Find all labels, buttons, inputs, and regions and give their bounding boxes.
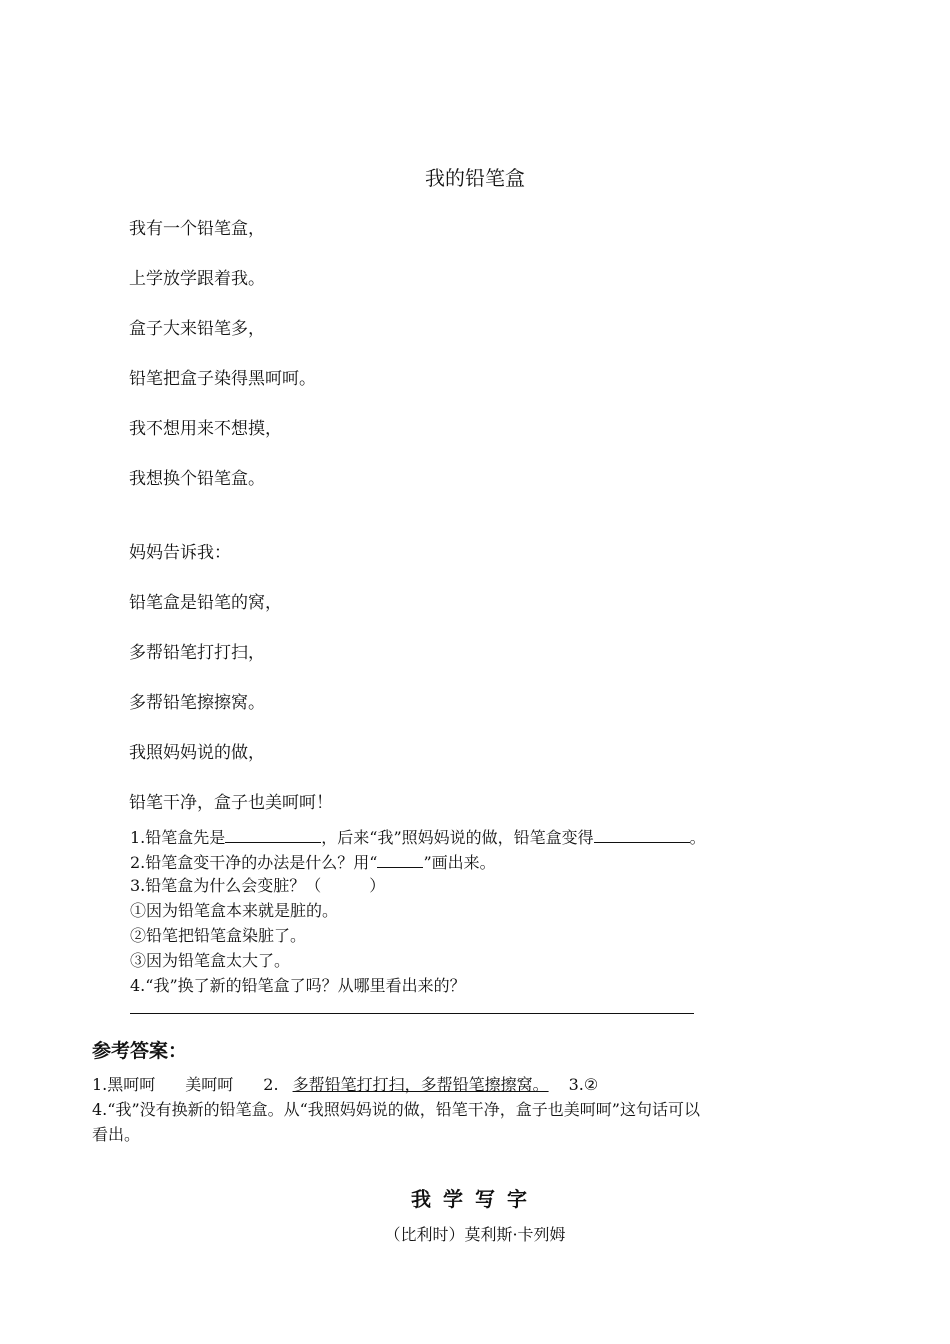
underline-sample <box>377 851 423 868</box>
answer-2-label: 2. <box>263 1075 279 1094</box>
question-2 <box>130 851 496 873</box>
question-1-part-a: 1.铅笔盒先是 <box>130 828 226 847</box>
poem-line: 多帮铅笔擦擦窝。 <box>129 693 265 713</box>
question-1-part-b: ，后来“我”照妈妈说的做，铅笔盒变得 <box>321 828 594 847</box>
answer-1: 1.黑呵呵 <box>92 1075 156 1094</box>
question-3: 3.铅笔盒为什么会变脏？（ ） <box>130 876 386 895</box>
reference-answers-heading: 参考答案： <box>92 1040 188 1062</box>
poem-line: 我照妈妈说的做， <box>129 743 265 763</box>
next-section-title: 我学写字 <box>411 1187 539 1211</box>
answer-2-text: 多帮铅笔打打扫，多帮铅笔擦擦窝。 <box>292 1075 549 1094</box>
answer-3: 3.② <box>568 1075 599 1094</box>
answer-4-line-2: 看出。 <box>92 1125 141 1144</box>
question-3-option-2: ②铅笔把铅笔盒染脏了。 <box>130 926 307 945</box>
poem-line: 妈妈告诉我： <box>129 543 231 563</box>
poem-line: 铅笔把盒子染得黑呵呵。 <box>129 369 316 389</box>
question-1-part-c: 。 <box>689 828 706 847</box>
question-3-option-3: ③因为铅笔盒太大了。 <box>130 951 291 970</box>
poem-title: 我的铅笔盒 <box>425 166 525 190</box>
question-3-option-1: ①因为铅笔盒本来就是脏的。 <box>130 901 339 920</box>
next-section-author: （比利时）莫利斯·卡列姆 <box>384 1225 566 1244</box>
poem-line: 我有一个铅笔盒， <box>129 219 265 239</box>
answer-line-1 <box>92 1075 598 1095</box>
answer-writing-line[interactable] <box>130 1013 694 1014</box>
question-1 <box>130 826 706 848</box>
poem-line: 我想换个铅笔盒。 <box>129 469 265 489</box>
answer-4-line-1: 4.“我”没有换新的铅笔盒。从“我照妈妈说的做，铅笔干净，盒子也美呵呵”这句话可以 <box>92 1100 700 1119</box>
answer-blank[interactable] <box>594 826 690 843</box>
question-4: 4.“我”换了新的铅笔盒了吗？从哪里看出来的？ <box>130 976 466 995</box>
poem-line: 上学放学跟着我。 <box>129 269 265 289</box>
poem-line: 铅笔盒是铅笔的窝， <box>129 593 282 613</box>
poem-line: 我不想用来不想摸， <box>129 419 282 439</box>
answer-blank[interactable] <box>225 826 321 843</box>
question-2-part-b: ”画出来。 <box>423 853 496 872</box>
poem-line: 盒子大来铅笔多， <box>129 319 265 339</box>
poem-line: 多帮铅笔打打扫， <box>129 643 265 663</box>
poem-line: 铅笔干净，盒子也美呵呵！ <box>129 793 333 813</box>
answer-1-second: 美呵呵 <box>185 1075 234 1094</box>
question-2-part-a: 2.铅笔盒变干净的办法是什么？用“ <box>130 853 378 872</box>
